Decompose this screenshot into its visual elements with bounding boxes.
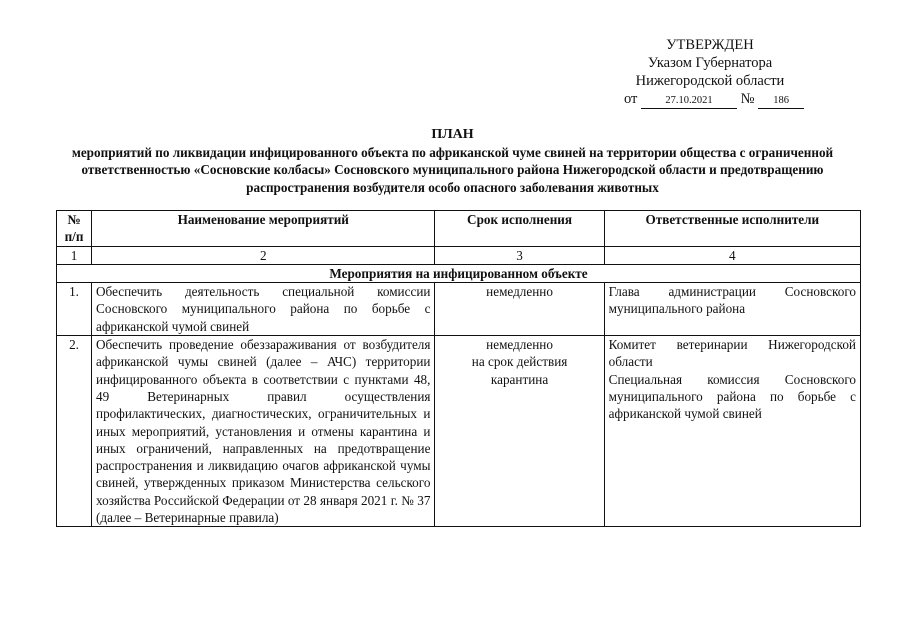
approval-date: 27.10.2021 <box>641 94 737 109</box>
approval-date-row <box>560 90 860 109</box>
header-term: Срок исполнения <box>435 211 604 247</box>
approval-region: Нижегородской области <box>635 73 785 89</box>
approval-stamp <box>560 36 860 109</box>
row-responsible: Комитет ветеринарии Нижегородской области Специальная комиссия Сосновского муниципального района по борьбе с африканской чумой свиней <box>604 336 860 527</box>
date-prefix: от <box>624 91 638 107</box>
row-term: немедленно на срок действия карантина <box>435 336 604 527</box>
approval-title: УТВЕРЖДЕН <box>666 37 754 53</box>
table-row <box>57 336 861 527</box>
number-sign: № <box>740 91 755 107</box>
section-title: Мероприятия на инфицированном объекте <box>57 264 861 282</box>
row-responsible: Глава администрации Сосновского муниципального района <box>604 283 860 336</box>
column-number: 1 <box>57 246 92 264</box>
approval-number: 186 <box>758 94 804 109</box>
plan-subtitle: мероприятий по ликвидации инфицированного объекта по африканской чуме свиней на территории общества с ограниченной ответственностью «Сосновские колбасы» Сосновского муниципального района Нижегородской области и предотвращению распространения возбудителя особо опасного заболевания животных <box>71 144 834 195</box>
row-name: Обеспечить проведение обеззараживания от возбудителя африканской чумы свиней (далее – АЧС) территории инфицированного объекта в соответствии с пунктами 48, 49 Ветеринарных правил осуществления профилактических, диагностических, ограничительных и иных мероприятий, установления и отмены карантина и иных ограничений, направленных на предотвращение распространения и ликвидацию очагов африканской чумы свиней, утвержденных приказом Министерства сельского хозяйства Российской Федерации от 28 января 2021 г. № 37 (далее – Ветеринарные правила) <box>92 336 435 527</box>
header-name: Наименование мероприятий <box>92 211 435 247</box>
header-responsible: Ответственные исполнители <box>604 211 860 247</box>
column-number-row <box>57 246 861 264</box>
row-name: Обеспечить деятельность специальной комиссии Сосновского муниципального района по борьбе с африканской чумой свиней <box>92 283 435 336</box>
plan-heading: ПЛАН <box>431 127 474 142</box>
section-row <box>57 264 861 282</box>
header-num: № п/п <box>57 211 92 247</box>
table-row <box>57 283 861 336</box>
header-row <box>57 211 861 247</box>
row-number: 2. <box>57 336 92 527</box>
row-number: 1. <box>57 283 92 336</box>
column-number: 4 <box>604 246 860 264</box>
column-number: 3 <box>435 246 604 264</box>
document-title <box>40 126 865 196</box>
plan-table <box>56 210 861 527</box>
column-number: 2 <box>92 246 435 264</box>
approval-decree: Указом Губернатора <box>647 55 773 71</box>
row-term: немедленно <box>435 283 604 336</box>
